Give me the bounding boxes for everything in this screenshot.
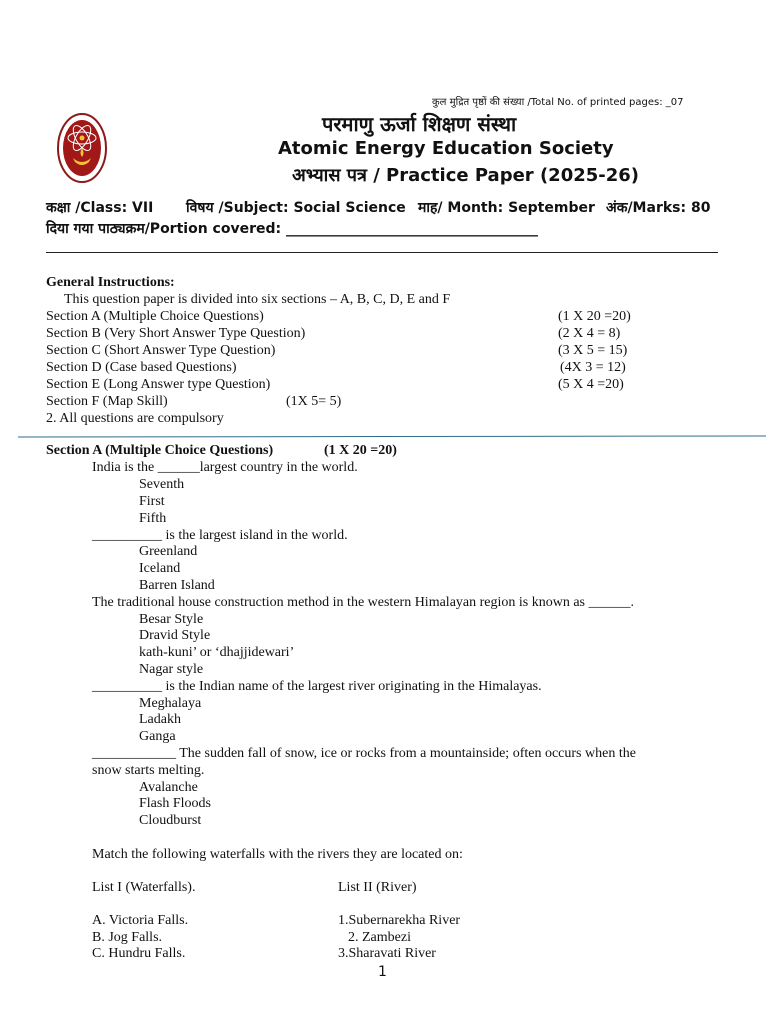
answer-option: Iceland bbox=[139, 561, 181, 576]
answer-option: Meghalaya bbox=[139, 696, 202, 711]
match-right-item: 2. Zambezi bbox=[348, 930, 411, 945]
question-text: ____________ The sudden fall of snow, ice or rocks from a mountainside; often occurs when the bbox=[92, 746, 636, 761]
month-field: माह/ Month: September bbox=[418, 200, 595, 216]
answer-option: Barren Island bbox=[139, 578, 215, 593]
question-text: The traditional house construction method in the western Himalayan region is known as ______. bbox=[92, 595, 634, 610]
match-left-item: C. Hundru Falls. bbox=[92, 946, 186, 961]
subject-field: विषय /Subject: Social Science bbox=[186, 200, 406, 216]
section-summary-row: Section D (Case based Questions) (4X 3 = 12) bbox=[46, 360, 626, 375]
answer-option: Seventh bbox=[139, 477, 185, 492]
portion-covered: दिया गया पाठ्यक्रम/Portion covered: ____________________________________ bbox=[46, 221, 538, 237]
answer-option: Ganga bbox=[139, 729, 176, 744]
question-text-continued: snow starts melting. bbox=[92, 763, 205, 778]
aees-logo bbox=[56, 112, 108, 184]
section-summary-row: Section C (Short Answer Type Question) (3 X 5 = 15) bbox=[46, 343, 628, 358]
answer-option: Cloudburst bbox=[139, 813, 202, 828]
match-list2-heading: List II (River) bbox=[338, 880, 417, 895]
general-instructions-heading: General Instructions: bbox=[46, 275, 175, 290]
paper-title: अभ्यास पत्र / Practice Paper (2025-26) bbox=[292, 165, 640, 186]
general-instructions bbox=[46, 292, 706, 432]
match-list1-heading: List I (Waterfalls). bbox=[92, 880, 196, 895]
match-right-item: 1.Subernarekha River bbox=[338, 913, 461, 928]
marks-field: अंक/Marks: 80 bbox=[606, 200, 711, 216]
page-number: 1 bbox=[378, 964, 387, 980]
answer-option: Avalanche bbox=[139, 780, 198, 795]
question-text: __________ is the Indian name of the largest river originating in the Himalayas. bbox=[92, 679, 542, 694]
section-summary-row: Section E (Long Answer type Question) (5 X 4 =20) bbox=[46, 377, 624, 392]
answer-option: Besar Style bbox=[139, 612, 204, 627]
section-summary-row: Section B (Very Short Answer Type Question) (2 X 4 = 8) bbox=[46, 326, 621, 341]
header-divider bbox=[46, 252, 718, 253]
instructions-intro: This question paper is divided into six sections – A, B, C, D, E and F bbox=[64, 292, 451, 307]
answer-option: First bbox=[139, 494, 165, 509]
title-hindi: परमाणु ऊर्जा शिक्षण संस्था bbox=[322, 112, 517, 136]
instructions-note: 2. All questions are compulsory bbox=[46, 411, 224, 426]
answer-option: Fifth bbox=[139, 511, 167, 526]
question-text: India is the ______largest country in the world. bbox=[92, 460, 358, 475]
printed-pages-line bbox=[432, 94, 684, 108]
title-english: Atomic Energy Education Society bbox=[278, 138, 614, 159]
printed-pages-value: _07 bbox=[665, 97, 684, 108]
answer-option: Nagar style bbox=[139, 662, 204, 677]
section-divider bbox=[18, 435, 766, 437]
match-right-item: 3.Sharavati River bbox=[338, 946, 436, 961]
section-summary-row: Section A (Multiple Choice Questions) (1 X 20 =20) bbox=[46, 309, 631, 324]
section-a-heading: Section A (Multiple Choice Questions) (1 X 20 =20) bbox=[46, 443, 397, 458]
question-text: __________ is the largest island in the world. bbox=[92, 528, 348, 543]
answer-option: Flash Floods bbox=[139, 796, 211, 811]
match-prompt: Match the following waterfalls with the rivers they are located on: bbox=[92, 847, 463, 862]
match-left-item: A. Victoria Falls. bbox=[92, 913, 189, 928]
answer-option: Greenland bbox=[139, 544, 198, 559]
printed-pages-label: कुल मुद्रित पृष्ठों की संख्या /Total No. of printed pages: bbox=[432, 97, 663, 108]
answer-option: kath-kuni’ or ‘dhajjidewari’ bbox=[139, 645, 295, 660]
answer-option: Dravid Style bbox=[139, 628, 211, 643]
section-summary-row: Section F (Map Skill) (1X 5= 5) bbox=[46, 394, 342, 409]
class-field: कक्षा /Class: VII bbox=[46, 200, 154, 216]
match-left-item: B. Jog Falls. bbox=[92, 930, 163, 945]
answer-option: Ladakh bbox=[139, 712, 181, 727]
